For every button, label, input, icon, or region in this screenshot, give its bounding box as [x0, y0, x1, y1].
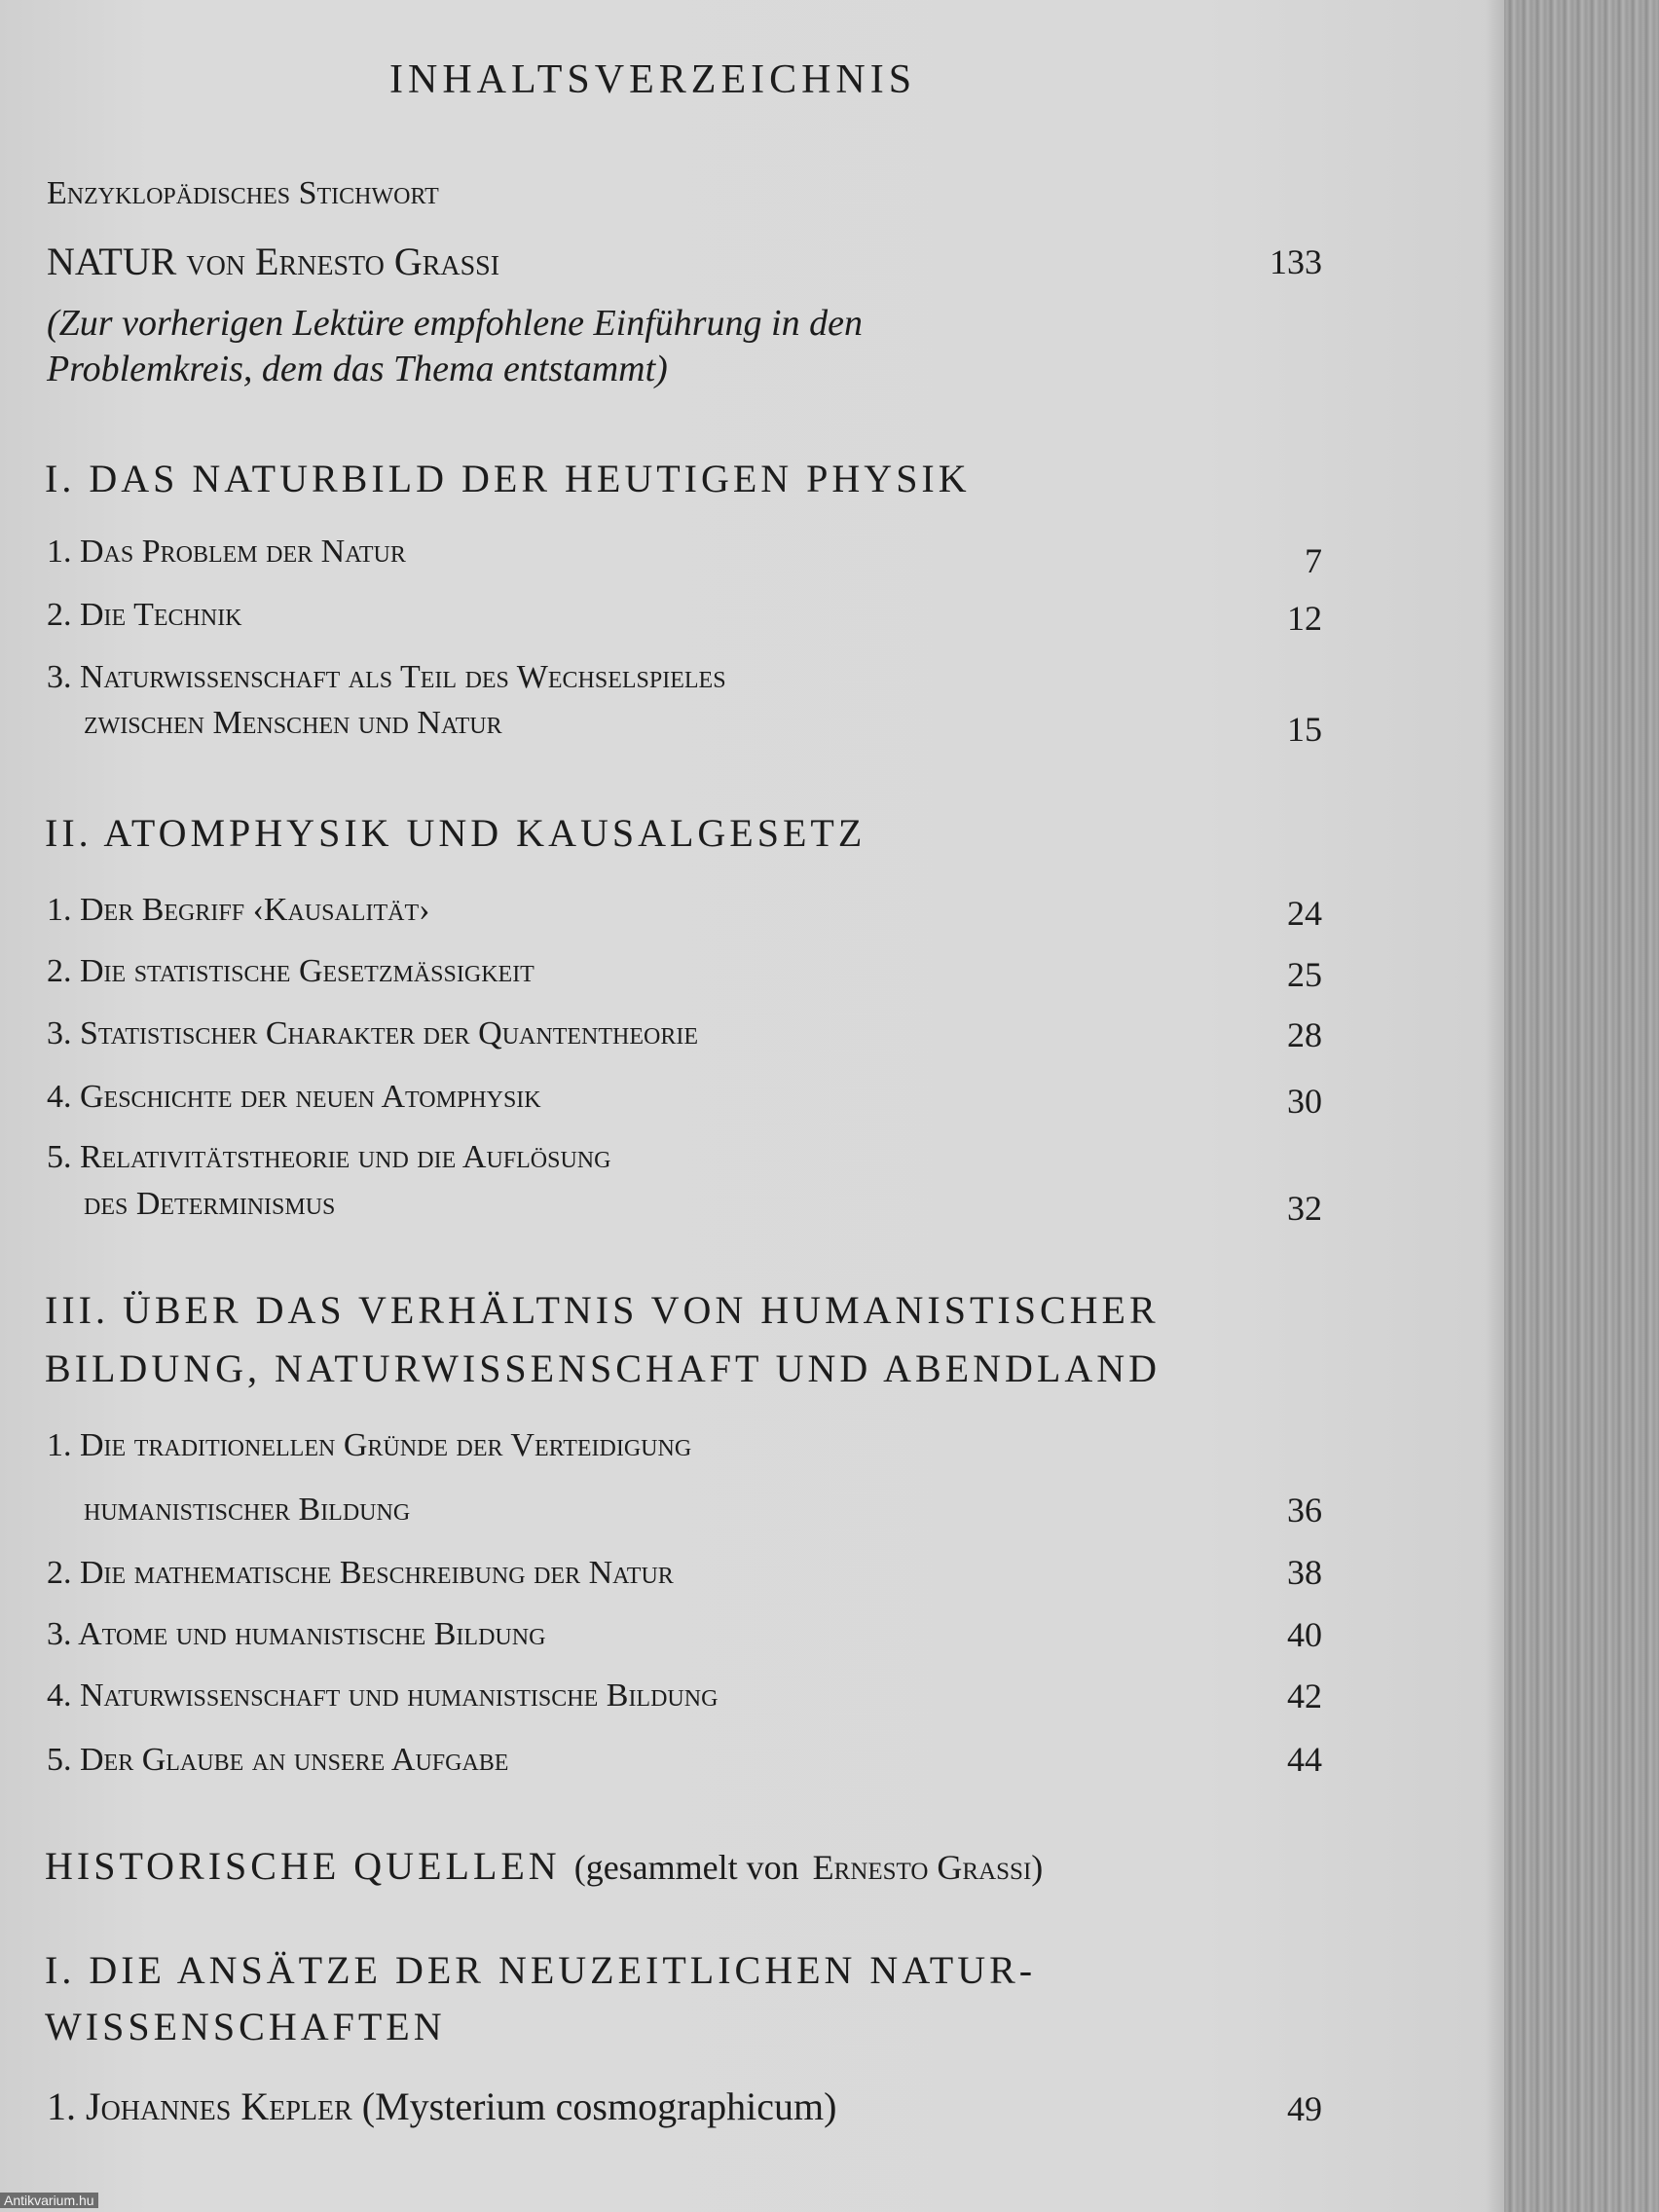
- section2-item4-page: 30: [1287, 1082, 1322, 1121]
- section2-heading: II. ATOMPHYSIK UND KAUSALGESETZ: [45, 811, 866, 855]
- sources-heading-text: HISTORISCHE QUELLEN: [45, 1844, 561, 1888]
- section4-item1-name: 1. Johannes Kepler: [47, 2084, 352, 2128]
- section2-item1-page: 24: [1287, 894, 1322, 933]
- section3-item4-page: 42: [1287, 1677, 1322, 1715]
- section4-item1: [47, 2083, 836, 2129]
- sources-note-name: Ernesto Grassi: [812, 1848, 1032, 1887]
- intro-entry-by: von Ernesto Grassi: [186, 240, 500, 283]
- section4-heading-line2: WISSENSCHAFTEN: [45, 2005, 446, 2048]
- section3-item1-page: 36: [1287, 1491, 1322, 1530]
- section2-item5: 5. Relativitätstheorie und die Auflösung: [47, 1139, 611, 1175]
- section3-item4: 4. Naturwissenschaft und humanistische Bildung: [47, 1677, 719, 1714]
- section2-item2-page: 25: [1287, 955, 1322, 994]
- sources-heading: [45, 1843, 1043, 1889]
- section1-item1-page: 7: [1305, 541, 1322, 580]
- sources-note-suffix: ): [1031, 1848, 1044, 1887]
- section3-item2-page: 38: [1287, 1553, 1322, 1592]
- section4-heading-line1: I. DIE ANSÄTZE DER NEUZEITLICHEN NATUR-: [45, 1948, 1037, 1992]
- section2-item1: 1. Der Begriff ‹Kausalität›: [47, 892, 430, 928]
- intro-entry-page: 133: [1270, 242, 1322, 281]
- section2-item4: 4. Geschichte der neuen Atomphysik: [47, 1079, 541, 1115]
- section3-item2: 2. Die mathematische Beschreibung der Natur: [47, 1555, 674, 1591]
- intro-note-line2: Problemkreis, dem das Thema entstammt): [47, 349, 668, 389]
- section4-item1-work: (Mysterium cosmographicum): [361, 2084, 837, 2128]
- section1-item1: 1. Das Problem der Natur: [47, 534, 406, 570]
- page-edge: [1504, 0, 1659, 2212]
- section2-item5-page: 32: [1287, 1189, 1322, 1228]
- section2-item2: 2. Die statistische Gesetzmässigkeit: [47, 953, 535, 989]
- section3-item5-page: 44: [1287, 1740, 1322, 1779]
- section3-heading-line2: BILDUNG, NATURWISSENSCHAFT UND ABENDLAND: [45, 1346, 1161, 1390]
- intro-note-line1: (Zur vorherigen Lektüre empfohlene Einführung in den: [47, 303, 863, 344]
- section2-item3-page: 28: [1287, 1015, 1322, 1054]
- section3-heading-line1: III. ÜBER DAS VERHÄLTNIS VON HUMANISTISCHER: [45, 1288, 1160, 1332]
- sources-note-prefix: (gesammelt von: [573, 1848, 799, 1887]
- section4-item1-page: 49: [1287, 2089, 1322, 2128]
- intro-entry-main: NATUR: [47, 240, 177, 283]
- section1-heading: I. DAS NATURBILD DER HEUTIGEN PHYSIK: [45, 457, 971, 500]
- intro-entry: [47, 239, 499, 284]
- section3-item1: 1. Die traditionellen Gründe der Verteidigung: [47, 1427, 692, 1463]
- section3-item1-cont: humanistischer Bildung: [84, 1492, 411, 1528]
- section3-item3-page: 40: [1287, 1615, 1322, 1654]
- section1-item3: 3. Naturwissenschaft als Teil des Wechselspieles: [47, 659, 726, 695]
- intro-label: Enzyklopädisches Stichwort: [47, 175, 439, 211]
- toc-title: INHALTSVERZEICHNIS: [389, 57, 917, 102]
- section3-item5: 5. Der Glaube an unsere Aufgabe: [47, 1742, 509, 1778]
- watermark: Antikvarium.hu: [0, 2193, 98, 2208]
- section1-item2: 2. Die Technik: [47, 597, 242, 633]
- section1-item3-cont: zwischen Menschen und Natur: [84, 705, 502, 741]
- section1-item2-page: 12: [1287, 599, 1322, 638]
- section3-item3: 3. Atome und humanistische Bildung: [47, 1616, 546, 1652]
- section1-item3-page: 15: [1287, 710, 1322, 749]
- section2-item5-cont: des Determinismus: [84, 1186, 336, 1222]
- section2-item3: 3. Statistischer Charakter der Quantentheorie: [47, 1015, 699, 1051]
